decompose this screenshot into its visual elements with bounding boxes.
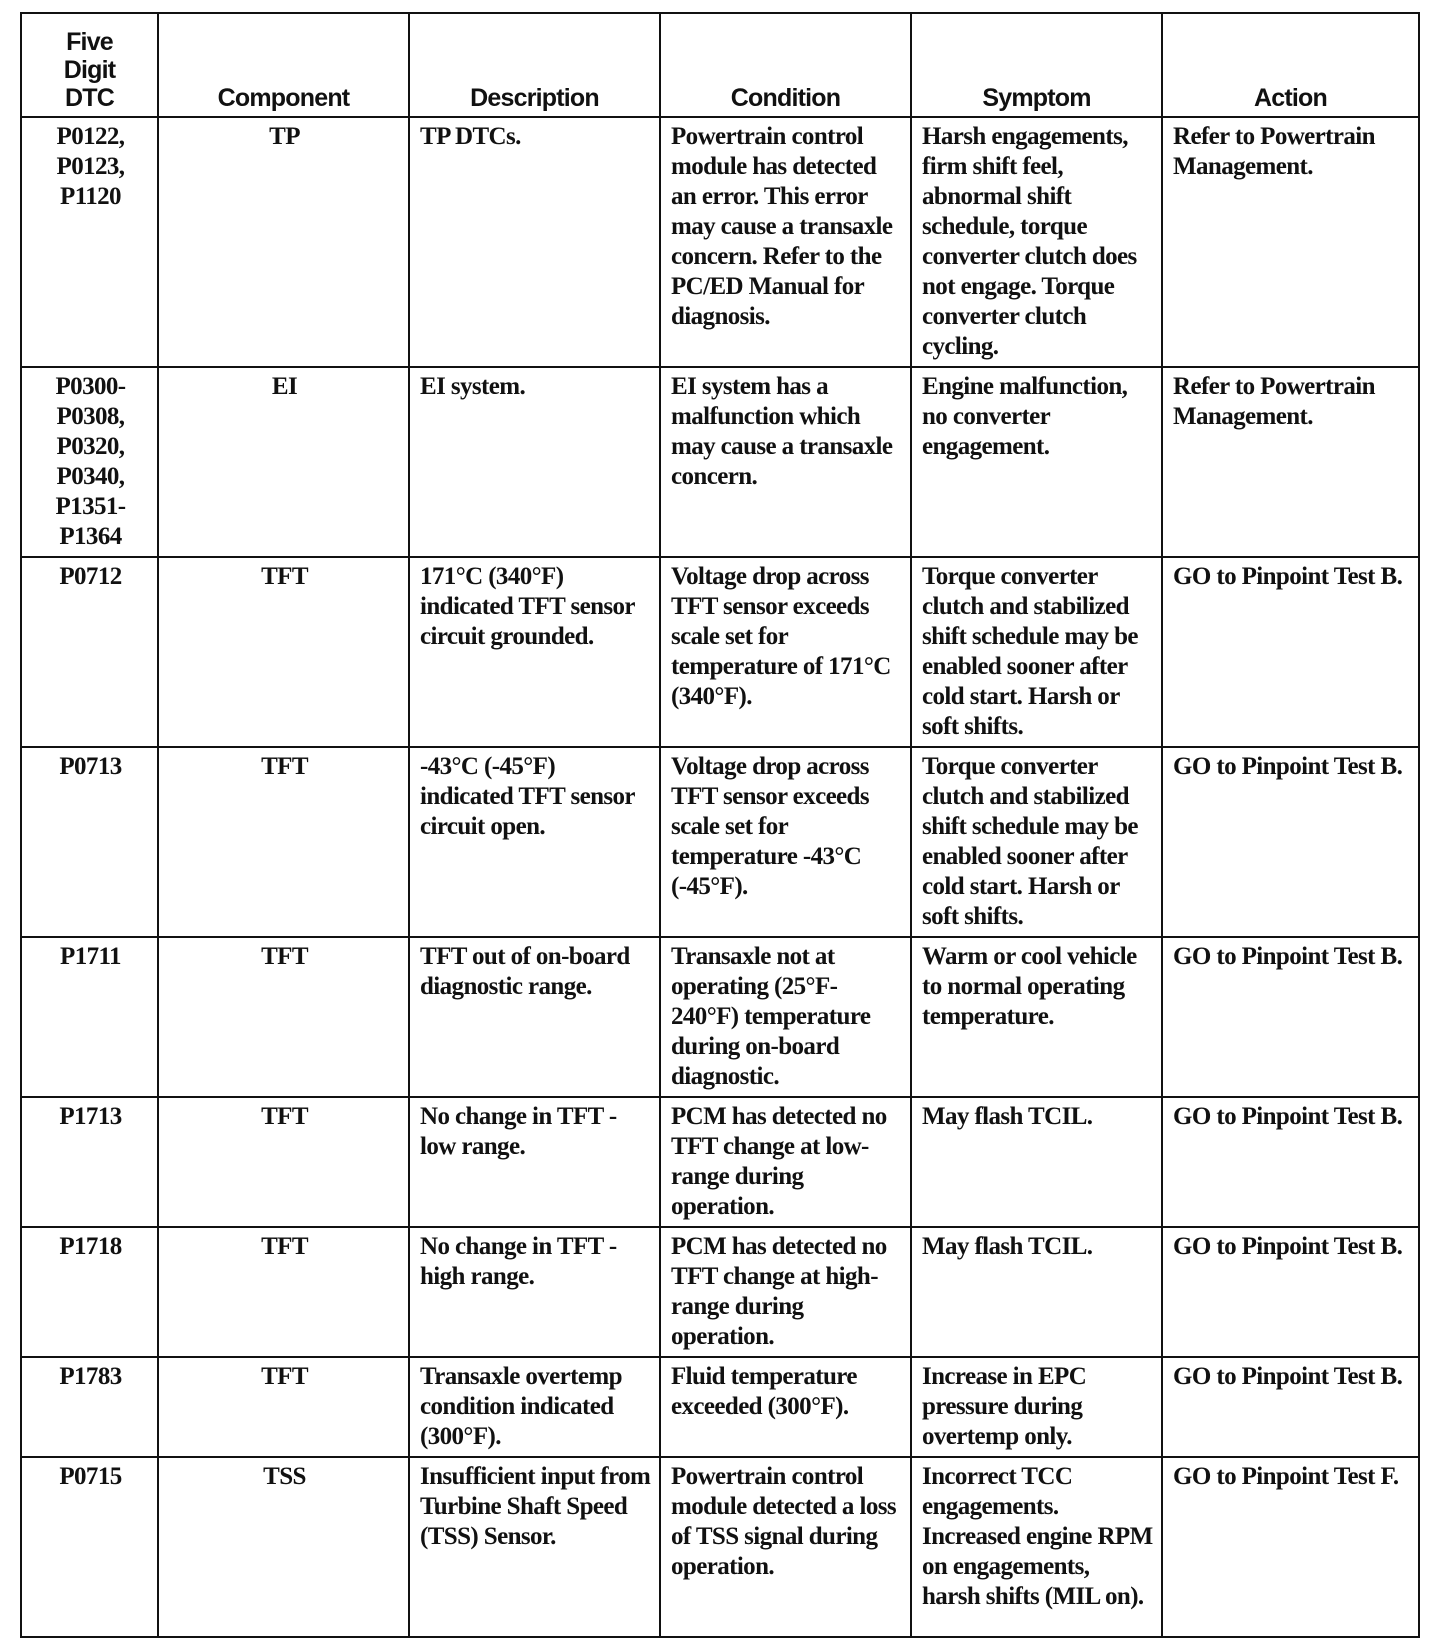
cell-action: GO to Pinpoint Test B. [1162, 937, 1419, 1097]
cell-condition: Transaxle not at operating (25°F-240°F) temperature during on-board diagnostic. [660, 937, 911, 1097]
table-header [21, 13, 1419, 117]
dtc-table [20, 12, 1420, 1638]
cell-component: TFT [158, 747, 409, 937]
cell-symptom: Torque converter clutch and stabilized shift schedule may be enabled sooner after cold start. Harsh or soft shifts. [911, 557, 1162, 747]
cell-action: GO to Pinpoint Test B. [1162, 1097, 1419, 1227]
cell-component: EI [158, 367, 409, 557]
cell-symptom: Engine malfunction, no converter engagement. [911, 367, 1162, 557]
cell-symptom: Warm or cool vehicle to normal operating temperature. [911, 937, 1162, 1097]
cell-condition: Voltage drop across TFT sensor exceeds scale set for temperature of 171°C (340°F). [660, 557, 911, 747]
header-symptom: Symptom [911, 13, 1162, 117]
cell-condition: Fluid temperature exceeded (300°F). [660, 1357, 911, 1457]
cell-action: Refer to Powertrain Management. [1162, 367, 1419, 557]
cell-component: TP [158, 117, 409, 367]
header-action: Action [1162, 13, 1419, 117]
cell-component: TFT [158, 1227, 409, 1357]
table-body [21, 117, 1419, 1637]
cell-condition: Powertrain control module detected a loss of TSS signal during operation. [660, 1457, 911, 1637]
cell-dtc: P0712 [21, 557, 158, 747]
cell-component: TFT [158, 1357, 409, 1457]
cell-dtc: P0715 [21, 1457, 158, 1637]
cell-component: TFT [158, 937, 409, 1097]
cell-description: No change in TFT - low range. [409, 1097, 660, 1227]
cell-component: TSS [158, 1457, 409, 1637]
table-row [21, 367, 1419, 557]
header-condition: Condition [660, 13, 911, 117]
cell-description: Transaxle overtemp condition indicated (300°F). [409, 1357, 660, 1457]
table-row [21, 117, 1419, 367]
cell-condition: Voltage drop across TFT sensor exceeds scale set for temperature -43°C (-45°F). [660, 747, 911, 937]
header-row [21, 13, 1419, 117]
cell-symptom: Harsh engagements, firm shift feel, abnormal shift schedule, torque converter clutch does not engage. Torque converter clutch cycling. [911, 117, 1162, 367]
cell-condition: PCM has detected no TFT change at low-range during operation. [660, 1097, 911, 1227]
cell-symptom: Increase in EPC pressure during overtemp only. [911, 1357, 1162, 1457]
cell-dtc: P0122, P0123, P1120 [21, 117, 158, 367]
cell-condition: PCM has detected no TFT change at high-range during operation. [660, 1227, 911, 1357]
cell-condition: EI system has a malfunction which may cause a transaxle concern. [660, 367, 911, 557]
table-row [21, 1457, 1419, 1637]
cell-description: EI system. [409, 367, 660, 557]
cell-symptom: May flash TCIL. [911, 1097, 1162, 1227]
cell-description: TFT out of on-board diagnostic range. [409, 937, 660, 1097]
cell-action: Refer to Powertrain Management. [1162, 117, 1419, 367]
cell-description: No change in TFT - high range. [409, 1227, 660, 1357]
cell-action: GO to Pinpoint Test B. [1162, 1357, 1419, 1457]
cell-description: 171°C (340°F) indicated TFT sensor circuit grounded. [409, 557, 660, 747]
table-row [21, 1227, 1419, 1357]
table-row [21, 937, 1419, 1097]
cell-action: GO to Pinpoint Test F. [1162, 1457, 1419, 1637]
header-component: Component [158, 13, 409, 117]
cell-condition: Powertrain control module has detected an error. This error may cause a transaxle concern. Refer to the PC/ED Manual for diagnosis. [660, 117, 911, 367]
table-row [21, 747, 1419, 937]
table-row [21, 1357, 1419, 1457]
cell-component: TFT [158, 557, 409, 747]
cell-action: GO to Pinpoint Test B. [1162, 747, 1419, 937]
table-row [21, 1097, 1419, 1227]
cell-symptom: May flash TCIL. [911, 1227, 1162, 1357]
header-description: Description [409, 13, 660, 117]
cell-dtc: P1783 [21, 1357, 158, 1457]
cell-dtc: P0300- P0308, P0320, P0340, P1351- P1364 [21, 367, 158, 557]
cell-component: TFT [158, 1097, 409, 1227]
cell-symptom: Incorrect TCC engagements. Increased engine RPM on engagements, harsh shifts (MIL on). [911, 1457, 1162, 1637]
cell-action: GO to Pinpoint Test B. [1162, 1227, 1419, 1357]
cell-description: Insufficient input from Turbine Shaft Speed (TSS) Sensor. [409, 1457, 660, 1637]
cell-dtc: P1713 [21, 1097, 158, 1227]
cell-description: TP DTCs. [409, 117, 660, 367]
cell-symptom: Torque converter clutch and stabilized shift schedule may be enabled sooner after cold start. Harsh or soft shifts. [911, 747, 1162, 937]
table-row [21, 557, 1419, 747]
cell-action: GO to Pinpoint Test B. [1162, 557, 1419, 747]
header-five-digit-dtc: Five Digit DTC [21, 13, 158, 117]
cell-dtc: P0713 [21, 747, 158, 937]
cell-dtc: P1718 [21, 1227, 158, 1357]
cell-dtc: P1711 [21, 937, 158, 1097]
cell-description: -43°C (-45°F) indicated TFT sensor circuit open. [409, 747, 660, 937]
